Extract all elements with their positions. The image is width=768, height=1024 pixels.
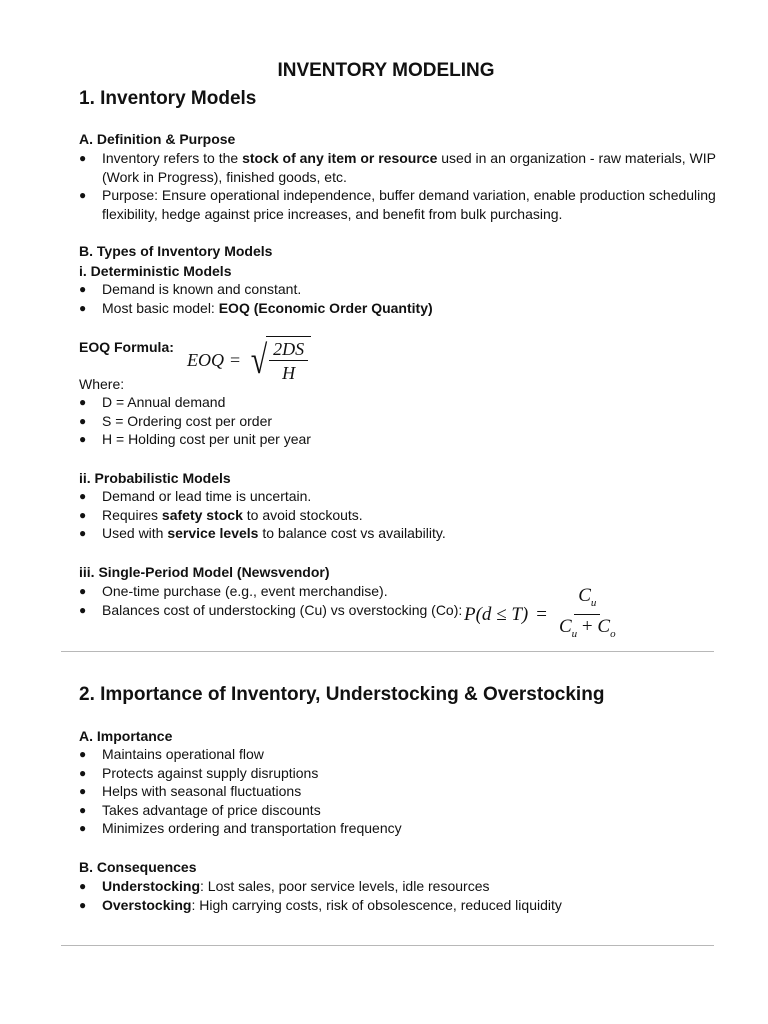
single-period-list bbox=[79, 582, 719, 619]
section-1-heading: 1. Inventory Models bbox=[79, 88, 257, 109]
equals-sign: = bbox=[536, 604, 547, 626]
eoq-lhs: EOQ bbox=[187, 349, 224, 370]
newsvendor-numerator: $C_u$ bbox=[574, 586, 600, 615]
list-item: ● Minimizes ordering and transportation frequency bbox=[79, 820, 402, 837]
list-item: ● One-time purchase (e.g., event merchandise). bbox=[79, 583, 388, 599]
radicand bbox=[266, 336, 311, 384]
bold-term: Understocking bbox=[102, 878, 201, 894]
list-item: ● Balances cost of understocking (Cu) vs overstocking (Co): bbox=[79, 601, 463, 618]
consequences-list bbox=[79, 877, 719, 914]
importance-heading: A. Importance bbox=[79, 728, 173, 744]
list-item: ● Inventory refers to the stock of any item or resource used in an organization - raw materials, WIP (Work in Progress), finished goods, etc. bbox=[79, 150, 716, 185]
equals-sign: = bbox=[230, 349, 241, 370]
section-divider bbox=[61, 945, 714, 946]
bold-term: safety stock bbox=[161, 506, 243, 523]
eoq-denominator: H bbox=[282, 363, 296, 383]
bullet-icon: ● bbox=[79, 489, 87, 503]
square-root-icon: √ bbox=[250, 337, 268, 382]
bold-term: stock of any item or resource bbox=[242, 150, 438, 166]
probabilistic-heading: ii. Probabilistic Models bbox=[79, 470, 231, 486]
bullet-icon: ● bbox=[79, 821, 87, 836]
probabilistic-list bbox=[79, 487, 719, 543]
list-item: ● Demand is known and constant. bbox=[79, 281, 302, 297]
eoq-fraction bbox=[269, 339, 308, 384]
bullet-icon: ● bbox=[79, 602, 87, 617]
bullet-icon: ● bbox=[79, 784, 87, 799]
importance-list bbox=[79, 745, 719, 838]
list-item: ● Purpose: Ensure operational independence, buffer demand variation, enable production scheduling flexibility, hedge against price increases, and benefit from bulk purchasing. bbox=[79, 187, 716, 222]
bullet-icon: ● bbox=[79, 282, 87, 296]
list-item: ● Helps with seasonal fluctuations bbox=[79, 783, 302, 800]
bullet-icon: ● bbox=[79, 300, 87, 315]
eoq-formula bbox=[187, 336, 311, 384]
eoq-numerator: 2DS bbox=[269, 339, 308, 361]
section-divider bbox=[61, 651, 714, 652]
section-2-heading: 2. Importance of Inventory, Understocking & Overstocking bbox=[79, 684, 605, 705]
bold-term: service levels bbox=[167, 525, 259, 542]
list-item: ● Takes advantage of price discounts bbox=[79, 801, 321, 818]
list-item: ● D = Annual demand bbox=[79, 394, 226, 410]
single-period-heading: iii. Single-Period Model (Newsvendor) bbox=[79, 564, 330, 580]
newsvendor-fraction bbox=[555, 586, 620, 645]
bullet-icon: ● bbox=[79, 395, 87, 409]
bold-term: Overstocking bbox=[102, 896, 192, 913]
list-item: ● Demand or lead time is uncertain. bbox=[79, 488, 312, 504]
consequences-heading: B. Consequences bbox=[79, 859, 197, 875]
bullet-icon: ● bbox=[79, 765, 87, 780]
bullet-icon: ● bbox=[79, 802, 87, 817]
deterministic-heading: i. Deterministic Models bbox=[79, 263, 232, 279]
list-item: ● H = Holding cost per unit per year bbox=[79, 431, 311, 448]
types-heading: B. Types of Inventory Models bbox=[79, 243, 273, 259]
where-label: Where: bbox=[79, 376, 125, 392]
bullet-icon: ● bbox=[79, 432, 87, 447]
bullet-icon: ● bbox=[79, 188, 87, 203]
bullet-icon: ● bbox=[79, 526, 87, 541]
newsvendor-formula bbox=[464, 586, 620, 645]
list-item: ● S = Ordering cost per order bbox=[79, 412, 273, 429]
bullet-icon: ● bbox=[79, 584, 87, 598]
list-item: ● Requires safety stock to avoid stockouts. bbox=[79, 506, 363, 523]
bullet-icon: ● bbox=[79, 747, 87, 761]
list-item: ● Maintains operational flow bbox=[79, 746, 264, 762]
bullet-icon: ● bbox=[79, 897, 87, 912]
newsvendor-denominator: $C_u + C_o$ bbox=[558, 615, 616, 640]
definition-purpose-list bbox=[79, 149, 719, 223]
list-item: ● Used with service levels to balance cost vs availability. bbox=[79, 525, 446, 542]
definition-purpose-heading: A. Definition & Purpose bbox=[79, 131, 236, 147]
eoq-variables-list bbox=[79, 393, 719, 449]
bullet-icon: ● bbox=[79, 151, 87, 165]
bullet-icon: ● bbox=[79, 879, 87, 893]
newsvendor-lhs: P(d ≤ T) bbox=[464, 604, 529, 626]
bold-term: EOQ (Economic Order Quantity) bbox=[218, 299, 433, 316]
list-item: ● Understocking: Lost sales, poor service levels, idle resources bbox=[79, 878, 490, 894]
eoq-formula-label: EOQ Formula: bbox=[79, 339, 174, 355]
list-item: ● Overstocking: High carrying costs, risk of obsolescence, reduced liquidity bbox=[79, 896, 562, 913]
deterministic-list bbox=[79, 280, 719, 317]
bullet-icon: ● bbox=[79, 507, 87, 522]
list-item: ● Most basic model: EOQ (Economic Order Quantity) bbox=[79, 299, 433, 316]
page-title: INVENTORY MODELING bbox=[277, 60, 495, 81]
list-item: ● Protects against supply disruptions bbox=[79, 764, 319, 781]
bullet-icon: ● bbox=[79, 413, 87, 428]
